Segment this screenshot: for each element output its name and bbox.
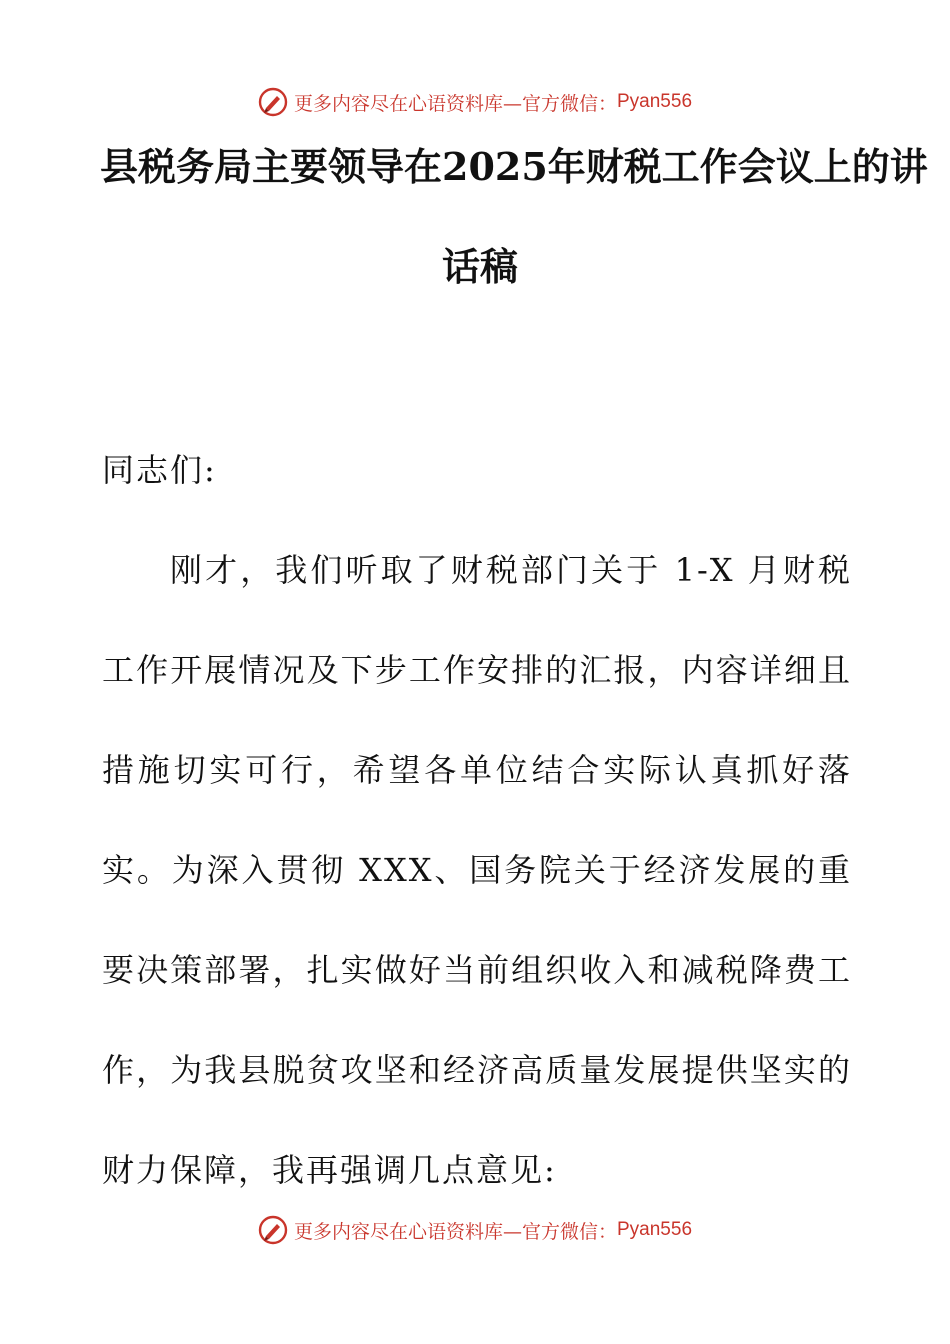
- banner-text: 更多内容尽在心语资料库—官方微信：: [293, 92, 617, 115]
- document-body: [102, 420, 852, 1220]
- salutation: 同志们:: [102, 451, 217, 489]
- banner-wechat-id: Pyan556: [617, 1219, 693, 1240]
- pen-circle-logo-icon: [258, 1215, 288, 1245]
- document-title: [100, 117, 928, 317]
- body-paragraph: 刚才，我们听取了财税部门关于 1-X 月财税工作开展情况及下步工作安排的汇报，内容详细且措施切实可行，希望各单位结合实际认真抓好落实。为深入贯彻 XXX、国务院关于经济发展的重要决策部署，扎实做好当前组织收入和减税降费工作，为我县脱贫攻坚和经济高质量发展提供坚实的财力保障，我再强调几点意见:: [102, 551, 852, 1189]
- footer-watermark-banner: [0, 1210, 950, 1250]
- title-line-1: 县税务局主要领导在2025年财税工作会议上的讲: [100, 144, 928, 189]
- header-watermark-banner: [0, 82, 950, 122]
- banner-wechat-id: Pyan556: [617, 91, 693, 112]
- title-line-2: 话稿: [441, 244, 518, 289]
- banner-text: 更多内容尽在心语资料库—官方微信：: [293, 1220, 617, 1243]
- pen-circle-logo-icon: [258, 87, 288, 117]
